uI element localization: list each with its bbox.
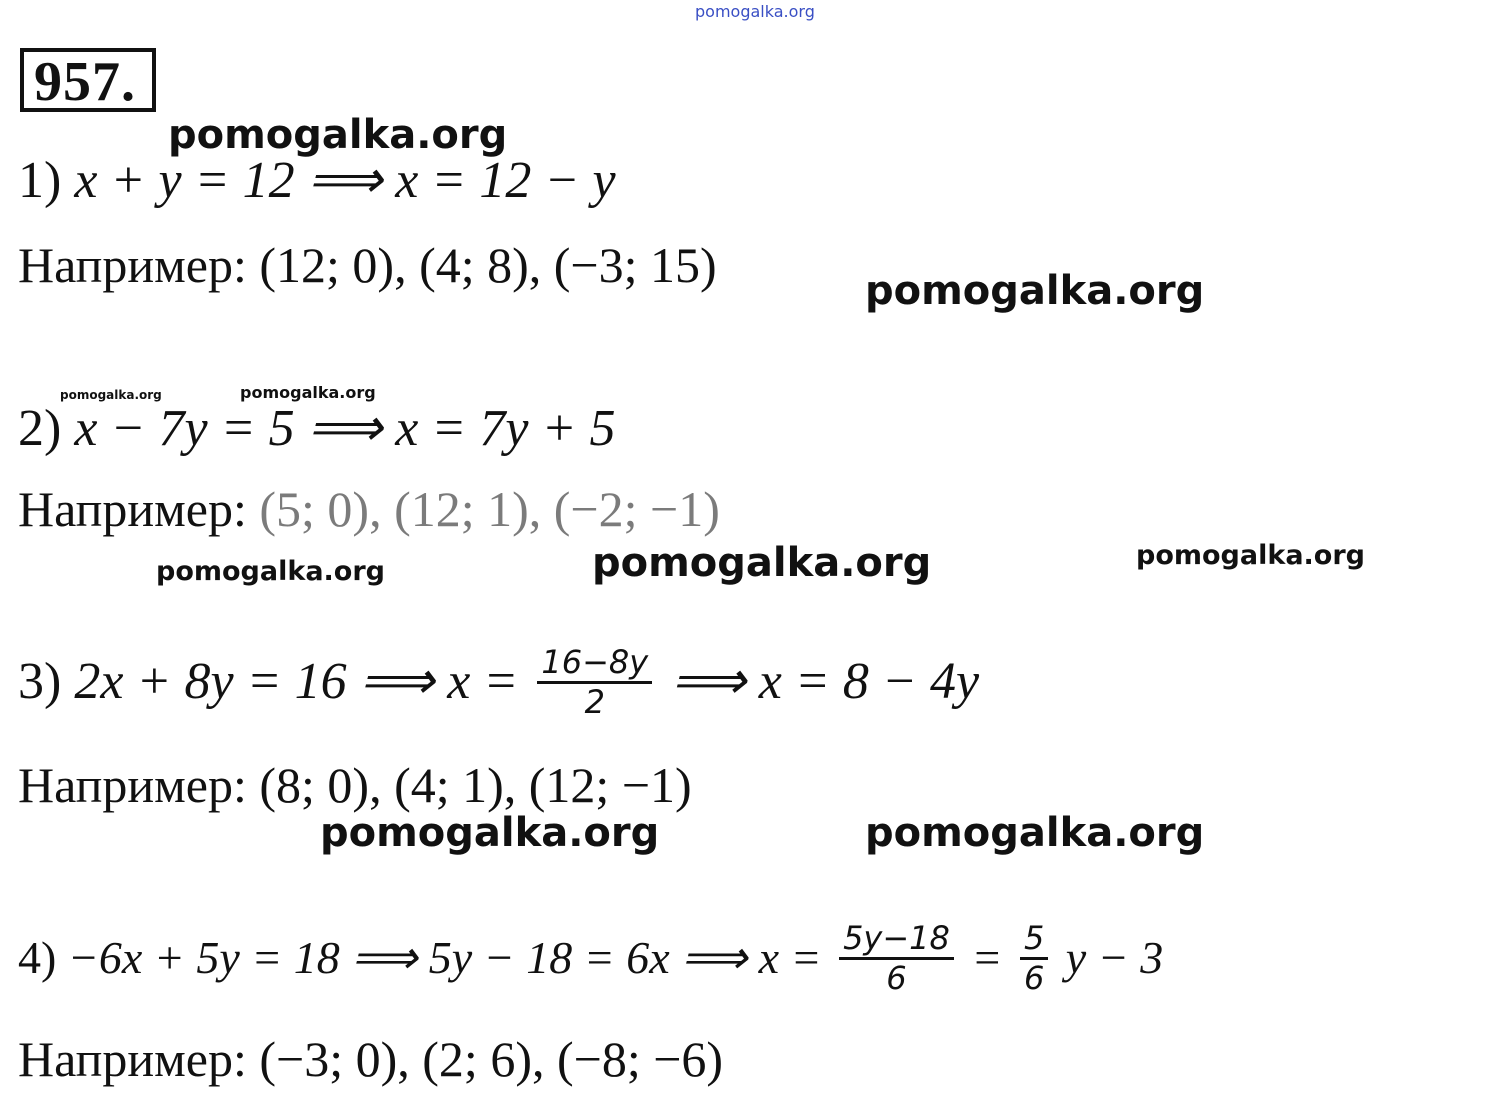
part-2-example: Например: (5; 0), (12; 1), (−2; −1) (18, 481, 720, 537)
watermark: pomogalka.org (240, 383, 376, 402)
fraction: $\frac{5y-18}{6}$ (839, 920, 954, 997)
watermark: pomogalka.org (60, 388, 162, 402)
part-4-example: Например: (−3; 0), (2; 6), (−8; −6) (18, 1031, 724, 1087)
watermark: pomogalka.org (168, 112, 508, 158)
part-1-example: Например: (12; 0), (4; 8), (−3; 15) (18, 237, 717, 293)
watermark: pomogalka.org (1136, 540, 1365, 571)
part-2-equation: 2) x − 7y = 5 ⟹ x = 7y + 5 (18, 400, 616, 457)
part-1-equation: 1) x + y = 12 ⟹ x = 12 − y (18, 152, 616, 209)
watermark: pomogalka.org (865, 268, 1205, 314)
part-4-equation: 4) −6x + 5y = 18 ⟹ 5y − 18 = 6x ⟹ x = $\frac{5y-18}{6}$ = $\frac{5}{6}$ y − 3 (18, 919, 1164, 997)
problem-number: 957. (34, 51, 136, 113)
problem-number-box (20, 48, 156, 112)
watermark: pomogalka.org (156, 556, 385, 587)
part-3-equation: 3) 2x + 8y = 16 ⟹ x = $\frac{16-8y}{2}$ ⟹ x = 8 − 4y (18, 643, 980, 721)
fraction: $\frac{5}{6}$ (1020, 920, 1048, 997)
part-3-example: Например: (8; 0), (4; 1), (12; −1) (18, 757, 692, 813)
watermark: pomogalka.org (592, 540, 932, 586)
watermark: pomogalka.org (865, 810, 1205, 856)
watermark-top: pomogalka.org (695, 2, 815, 21)
watermark: pomogalka.org (320, 810, 660, 856)
fraction: $\frac{16-8y}{2}$ (537, 644, 652, 721)
